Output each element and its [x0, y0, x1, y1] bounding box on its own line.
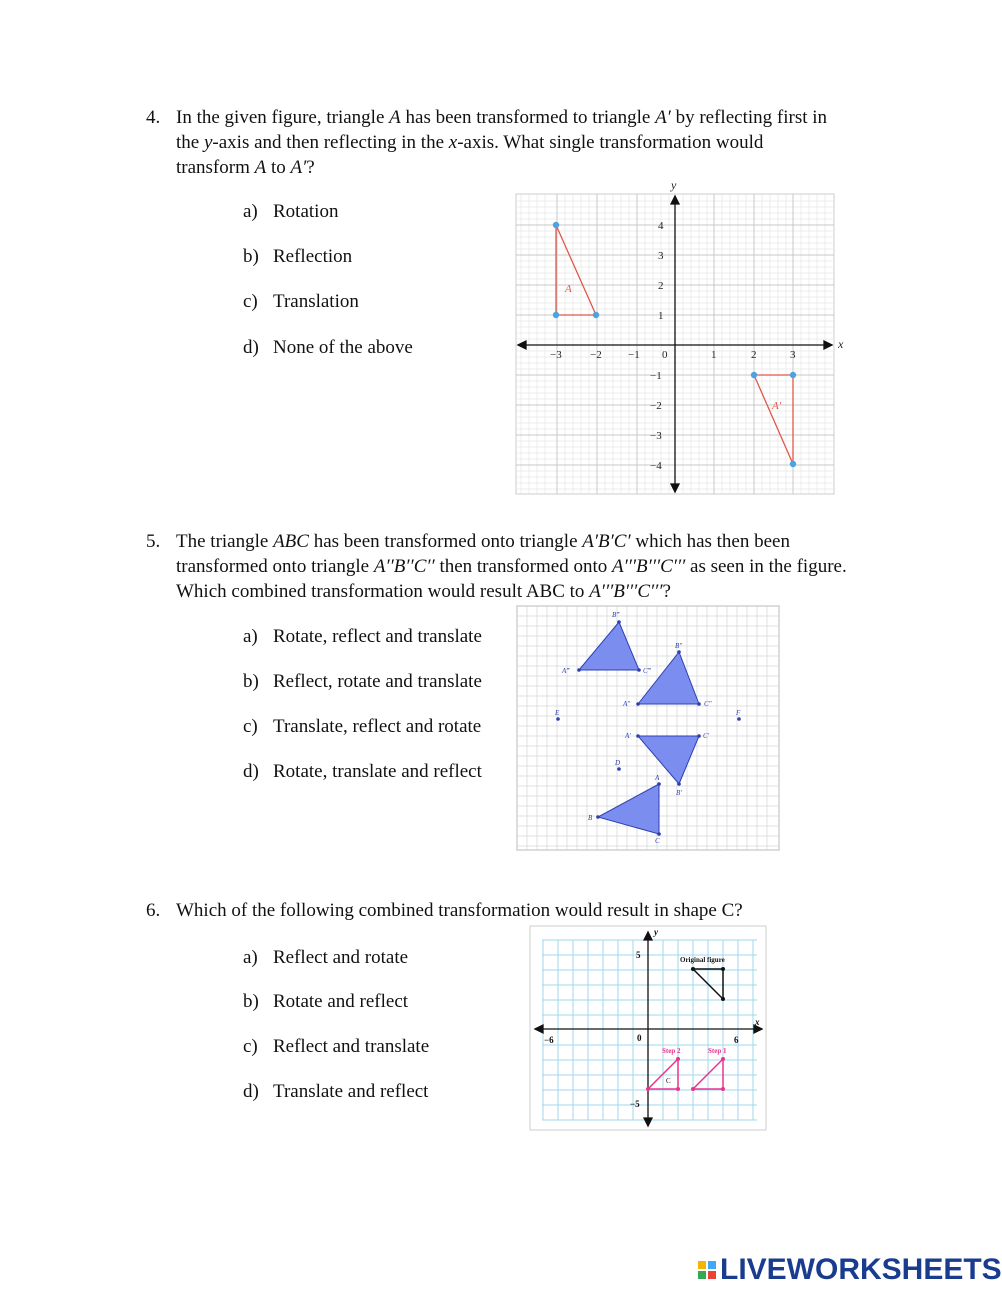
q5-label-a2: A″	[623, 700, 631, 708]
q4-tick-x-3: 3	[790, 349, 796, 361]
question-5-line-1: The triangle ABC has been transformed onto triangle A′B′C′ which has then been	[176, 531, 790, 552]
q6-step1-label: Step 1	[708, 1047, 727, 1055]
q5-label-c2: C″	[704, 700, 712, 708]
q5-label-f: F	[736, 709, 741, 717]
q6-tick-neg6: −6	[544, 1035, 554, 1045]
q5-point	[657, 832, 661, 836]
q6-step2-label: Step 2	[662, 1047, 681, 1055]
q4-option-a[interactable]: a) Rotation	[243, 201, 339, 222]
q4-tick-x-neg1: −1	[628, 349, 640, 361]
q4-coordinate-figure	[512, 178, 842, 498]
q5-label-b3: B‴	[612, 611, 620, 619]
q5-label-e: E	[555, 709, 560, 717]
q4-tick-y-neg4: −4	[650, 460, 662, 472]
logo-mark-icon	[697, 1260, 717, 1280]
q5-point	[577, 668, 581, 672]
question-4-text	[176, 105, 876, 180]
q5-option-b[interactable]: b) Reflect, rotate and translate	[243, 671, 482, 692]
question-5-line-3: Which combined transformation would result ABC to A′′′B′′′C′′′?	[176, 581, 671, 602]
q6-point	[721, 997, 725, 1001]
q4-y-axis-label: y	[671, 178, 677, 192]
q6-point	[691, 967, 695, 971]
q4-tick-y-3: 3	[658, 250, 664, 262]
q5-option-c[interactable]: c) Translate, reflect and rotate	[243, 716, 482, 737]
question-6-text	[176, 898, 876, 923]
q5-label-b: B	[588, 814, 593, 822]
q5-point-f	[737, 717, 741, 721]
q5-point	[636, 702, 640, 706]
q4-tick-y-2: 2	[658, 280, 664, 292]
q4-point	[553, 312, 559, 318]
question-4-line-1: In the given figure, triangle A has been transformed to triangle A′ by reflecting first in	[176, 107, 828, 128]
q4-point	[790, 461, 796, 467]
q6-point	[646, 1087, 650, 1091]
q5-option-a[interactable]: a) Rotate, reflect and translate	[243, 626, 482, 647]
q6-x-axis-label: x	[755, 1017, 760, 1027]
q6-option-c[interactable]: c) Reflect and translate	[243, 1036, 430, 1057]
q4-tick-x-1: 1	[711, 349, 717, 361]
q4-label-a-prime: A′	[772, 400, 782, 412]
q5-point	[677, 782, 681, 786]
question-4-number: 4.	[146, 107, 161, 128]
q5-label-a: A	[655, 774, 660, 782]
q5-label-b2: B″	[675, 642, 683, 650]
question-4-line-3: transform A to A′?	[176, 157, 315, 178]
q4-tick-y-neg2: −2	[650, 400, 662, 412]
q6-point	[721, 1087, 725, 1091]
q6-option-a[interactable]: a) Reflect and rotate	[243, 947, 409, 968]
q6-y-axis-label: y	[654, 927, 658, 937]
q4-point	[751, 372, 757, 378]
q5-point	[657, 782, 661, 786]
question-5-number: 5.	[146, 531, 161, 552]
question-5-text	[176, 529, 876, 604]
q4-tick-origin: 0	[662, 349, 668, 361]
q5-label-d: D	[615, 759, 621, 767]
question-5-line-2: transformed onto triangle A′′B′′C′′ then transformed onto A′′′B′′′C′′′ as seen in the figure.	[176, 556, 847, 577]
q6-coordinate-figure	[528, 924, 770, 1134]
q6-shape-c-label: C	[666, 1077, 671, 1085]
q5-point	[677, 650, 681, 654]
q4-tick-x-2: 2	[751, 349, 757, 361]
q4-x-axis-label: x	[838, 337, 844, 351]
q6-original-figure-label: Original figure	[680, 956, 725, 964]
q5-point	[697, 734, 701, 738]
q6-option-d[interactable]: d) Translate and reflect	[243, 1081, 429, 1102]
q4-option-b[interactable]: b) Reflection	[243, 246, 353, 267]
q4-tick-x-neg3: −3	[550, 349, 562, 361]
q5-label-a1: A′	[625, 732, 631, 740]
q4-point	[553, 222, 559, 228]
q4-point	[790, 372, 796, 378]
q5-label-c: C	[655, 837, 660, 845]
q4-tick-y-neg3: −3	[650, 430, 662, 442]
q6-tick-neg5: −5	[630, 1099, 640, 1109]
q4-tick-y-4: 4	[658, 220, 664, 232]
q4-tick-y-neg1: −1	[650, 370, 662, 382]
q4-tick-y-1: 1	[658, 310, 664, 322]
q5-point	[637, 668, 641, 672]
q5-label-a3: A‴	[562, 667, 570, 675]
q6-tick-6: 6	[734, 1035, 739, 1045]
q5-point	[636, 734, 640, 738]
q6-tick-origin: 0	[637, 1033, 642, 1043]
q5-point	[596, 815, 600, 819]
q4-tick-x-neg2: −2	[590, 349, 602, 361]
logo-text: LIVEWORKSHEETS	[720, 1253, 1002, 1286]
q4-option-d[interactable]: d) None of the above	[243, 337, 413, 358]
liveworksheets-logo[interactable]	[697, 1254, 1002, 1286]
q6-option-b[interactable]: b) Rotate and reflect	[243, 991, 409, 1012]
q6-point	[676, 1087, 680, 1091]
question-4-line-2: the y-axis and then reflecting in the x-axis. What single transformation would	[176, 132, 764, 153]
q5-point	[617, 620, 621, 624]
q5-option-d[interactable]: d) Rotate, translate and reflect	[243, 761, 482, 782]
q5-point-e	[556, 717, 560, 721]
question-6-line-1: Which of the following combined transformation would result in shape C?	[176, 900, 743, 921]
q5-label-c1: C′	[703, 732, 710, 740]
q5-transformation-figure	[515, 604, 781, 852]
q6-point	[721, 967, 725, 971]
q6-point	[691, 1087, 695, 1091]
q5-label-b1: B′	[676, 789, 682, 797]
q4-option-c[interactable]: c) Translation	[243, 291, 359, 312]
q5-point	[697, 702, 701, 706]
q5-label-c3: C‴	[643, 667, 651, 675]
q6-point	[676, 1057, 680, 1061]
q4-label-a: A	[565, 283, 572, 295]
q6-tick-5: 5	[636, 950, 641, 960]
q4-point	[593, 312, 599, 318]
question-6-number: 6.	[146, 900, 161, 921]
q6-point	[721, 1057, 725, 1061]
q5-point-d	[617, 767, 621, 771]
